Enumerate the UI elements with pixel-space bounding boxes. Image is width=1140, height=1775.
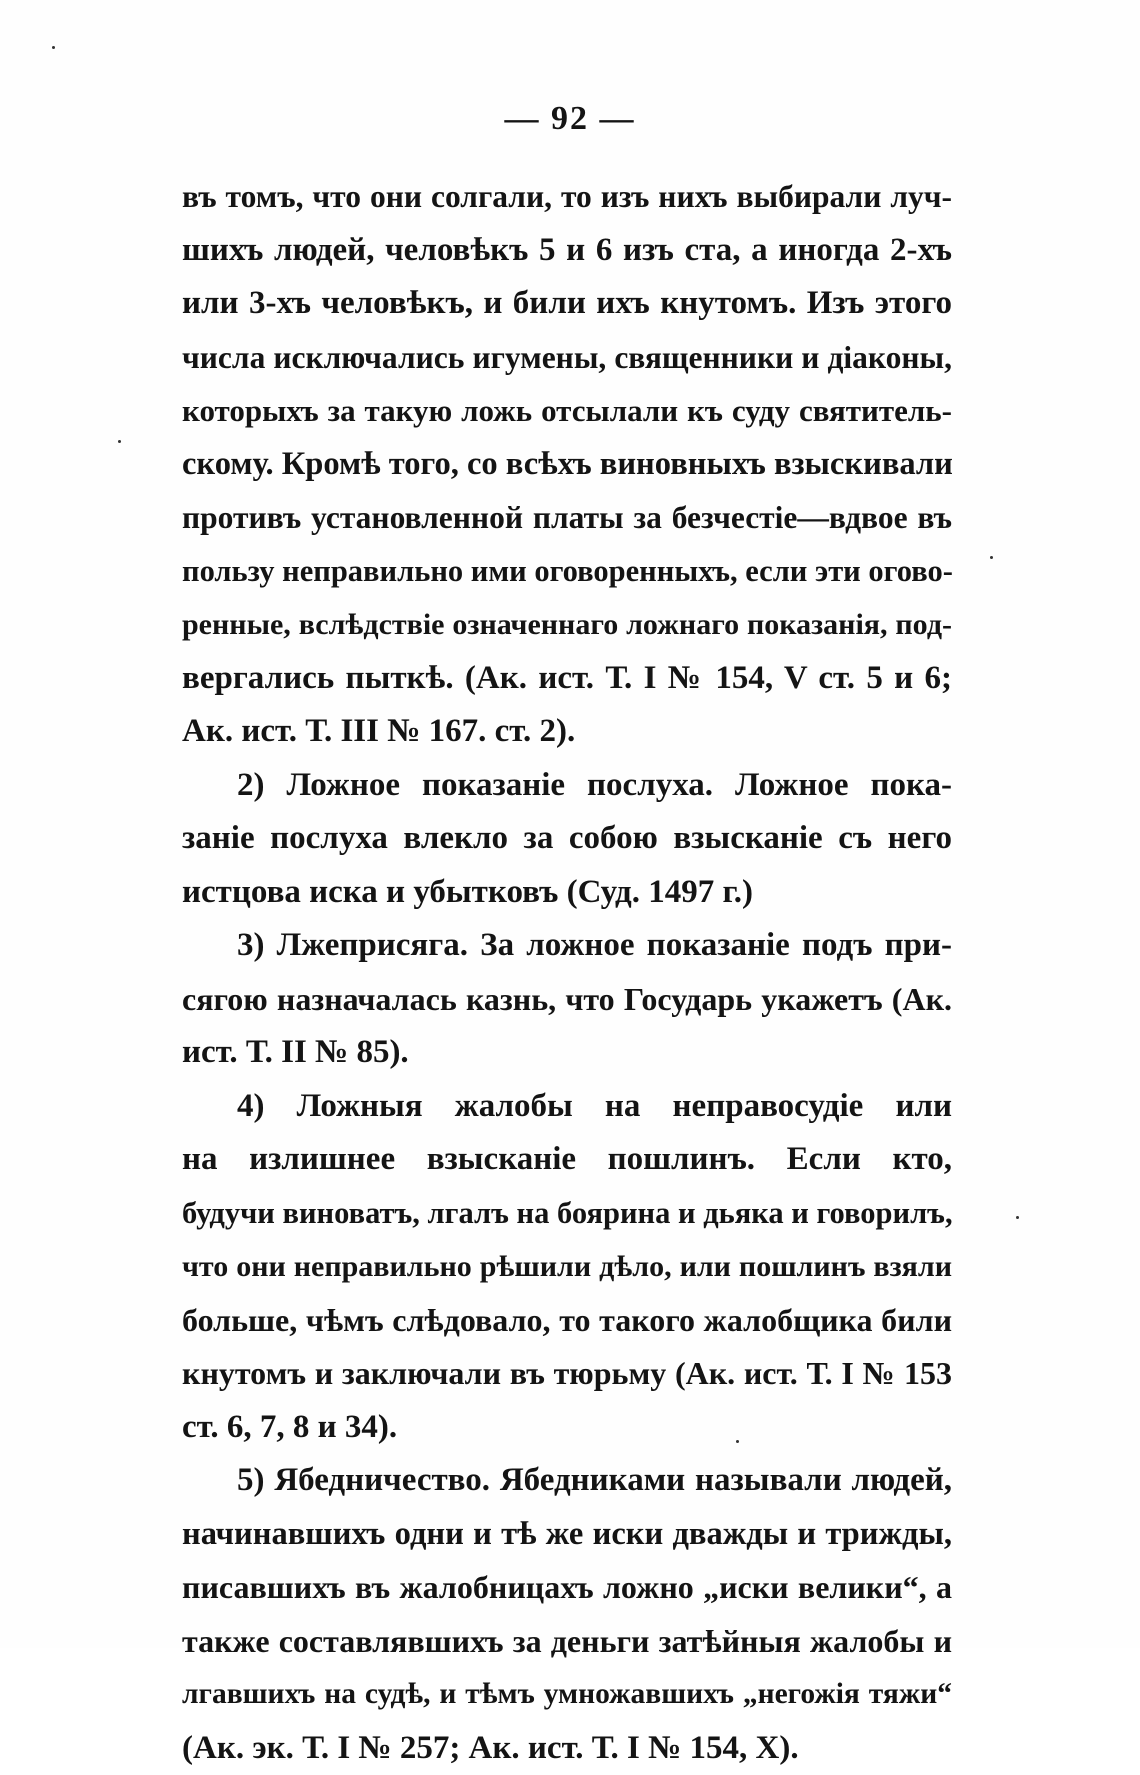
text-line: пользу неправильно ими оговоренныхъ, если эти огово- xyxy=(182,545,952,599)
text-line: вергались пыткѣ. (Ак. ист. Т. I № 154, V ст. 5 и 6; xyxy=(182,652,952,706)
text-line: ст. 6, 7, 8 и 34). xyxy=(182,1401,952,1455)
text-line: что они неправильно рѣшили дѣло, или пошлинъ взяли xyxy=(182,1240,952,1294)
text-line: также составлявшихъ за деньги затѣйныя жалобы и xyxy=(182,1615,952,1669)
text-line: или 3-хъ человѣкъ, и били ихъ кнутомъ. Изъ этого xyxy=(182,277,952,331)
text-line: сягою назначалась казнь, что Государь укажетъ (Ак. xyxy=(182,973,952,1027)
text-line: лгавшихъ на судѣ, и тѣмъ умножавшихъ „негожія тяжи“ xyxy=(182,1668,952,1722)
body-text xyxy=(182,170,952,1775)
text-line: (Ак. эк. Т. I № 257; Ак. ист. Т. I № 154, X). xyxy=(182,1722,952,1775)
section-heading-line: 4) Ложныя жалобы на неправосудіе или xyxy=(182,1080,952,1134)
text-line: истцова иска и убытковъ (Суд. 1497 г.) xyxy=(182,866,952,920)
section-heading-line: 5) Ябедничество. Ябедниками называли людей, xyxy=(182,1454,952,1508)
text-line: заніе послуха влекло за собою взысканіе съ него xyxy=(182,812,952,866)
text-line: противъ установленной платы за безчестіе—вдвое въ xyxy=(182,491,952,545)
text-line: въ томъ, что они солгали, то изъ нихъ выбирали луч- xyxy=(182,170,952,224)
text-line: числа исключались игумены, священники и діаконы, xyxy=(182,331,952,385)
text-line: ренные, вслѣдствіе означеннаго ложнаго показанія, под- xyxy=(182,598,952,652)
print-speck xyxy=(990,556,993,559)
text-line: Ак. ист. Т. III № 167. ст. 2). xyxy=(182,705,952,759)
text-line: будучи виноватъ, лгалъ на боярина и дьяка и говорилъ, xyxy=(182,1187,952,1241)
text-line: скому. Кромѣ того, со всѣхъ виновныхъ взыскивали xyxy=(182,438,952,492)
text-line: начинавшихъ одни и тѣ же иски дважды и трижды, xyxy=(182,1508,952,1562)
page-number: — 92 — xyxy=(0,100,1140,138)
text-line: кнутомъ и заключали въ тюрьму (Ак. ист. Т. I № 153 xyxy=(182,1347,952,1401)
print-speck xyxy=(736,1440,739,1443)
print-speck xyxy=(1016,1216,1019,1219)
text-line: больше, чѣмъ слѣдовало, то такого жалобщика били xyxy=(182,1294,952,1348)
text-line: которыхъ за такую ложь отсылали къ суду святитель- xyxy=(182,384,952,438)
section-heading-line: 2) Ложное показаніе послуха. Ложное пока- xyxy=(182,759,952,813)
text-line: шихъ людей, человѣкъ 5 и 6 изъ ста, а иногда 2-хъ xyxy=(182,224,952,278)
print-speck xyxy=(52,46,55,49)
section-heading-line: на излишнее взысканіе пошлинъ. Если кто, xyxy=(182,1133,952,1187)
section-heading-line: 3) Лжеприсяга. За ложное показаніе подъ при- xyxy=(182,919,952,973)
text-line: ист. Т. II № 85). xyxy=(182,1026,952,1080)
text-line: писавшихъ въ жалобницахъ ложно „иски велики“, а xyxy=(182,1561,952,1615)
print-speck xyxy=(118,440,121,443)
